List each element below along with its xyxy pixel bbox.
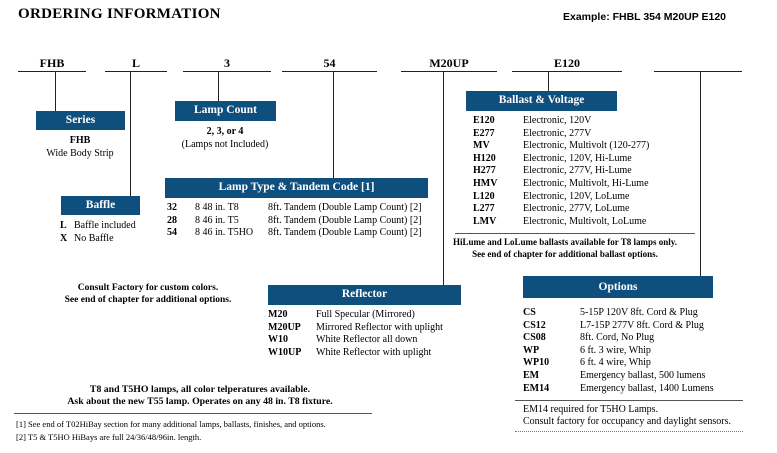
lamp-count-note: (Lamps not Included) <box>181 139 269 150</box>
ballast-divider <box>455 233 695 234</box>
ballast-code: L277 <box>473 203 495 215</box>
options-row <box>523 370 714 383</box>
lamp-type-code: 54 <box>167 227 177 239</box>
lamp-type-header: Lamp Type & Tandem Code [1] <box>165 178 428 198</box>
ballast-code: H120 <box>473 152 496 164</box>
connector-ballast <box>548 71 549 91</box>
ballast-code: L120 <box>473 190 495 202</box>
options-code: EM14 <box>523 382 550 394</box>
lamp-type-row <box>167 227 422 240</box>
ballast-code: H277 <box>473 165 496 177</box>
ballast-note-2: See end of chapter for additional ballast options. <box>472 249 658 259</box>
code-lamp-count: 3 <box>224 56 230 70</box>
ballast-code: HMV <box>473 177 498 189</box>
reflector-code: W10UP <box>268 346 302 358</box>
lamp-type-table <box>167 202 422 240</box>
connector-series <box>55 71 56 111</box>
baffle-desc: Baffle included <box>74 220 136 231</box>
options-bottom-rule <box>515 431 743 432</box>
lamp-type-row <box>167 202 422 215</box>
options-row <box>523 383 714 396</box>
ballast-row <box>473 165 649 178</box>
ballast-code: LMV <box>473 215 497 227</box>
underline-lamp-count <box>183 71 271 72</box>
options-desc: 6 ft. 4 wire, Whip <box>580 357 651 369</box>
lamp-type-row <box>167 215 422 228</box>
lamp-type-tandem: 8ft. Tandem (Double Lamp Count) [2] <box>268 202 422 213</box>
lamp-type-desc: 8 46 in. T5HO <box>195 227 254 239</box>
consult-colors-line-2: See end of chapter for additional options. <box>64 295 232 305</box>
options-row <box>523 332 714 345</box>
consult-colors-line-1: Consult Factory for custom colors. <box>77 283 219 293</box>
underline-ballast <box>512 71 622 72</box>
lamp-type-code: 32 <box>167 202 177 213</box>
reflector-desc: White Reflector all down <box>316 334 418 346</box>
reflector-desc: Mirrored Reflector with uplight <box>316 321 443 333</box>
underline-reflector <box>401 71 497 72</box>
reflector-row <box>268 334 443 347</box>
baffle-code: L <box>60 220 67 231</box>
baffle-desc: No Baffle <box>74 232 114 244</box>
reflector-code: W10 <box>268 334 288 346</box>
ballast-desc: Electronic, 120V, Hi-Lume <box>523 152 632 164</box>
lamps-note-line-1: T8 and T5HO lamps, all color telperatures available. <box>89 384 311 395</box>
reflector-code: M20UP <box>268 321 301 333</box>
ballast-row <box>473 191 649 204</box>
ballast-row <box>473 128 649 141</box>
connector-lamp-count <box>218 71 219 101</box>
options-row <box>523 345 714 358</box>
baffle-row <box>60 220 136 233</box>
options-divider <box>515 400 743 401</box>
reflector-row <box>268 309 443 322</box>
footnotes-divider <box>14 413 372 414</box>
ballast-desc: Electronic, 277V, LoLume <box>523 203 630 215</box>
options-note-1: EM14 required for T5HO Lamps. <box>523 404 659 415</box>
baffle-code: X <box>60 232 68 244</box>
baffle-header: Baffle <box>61 196 140 215</box>
series-desc: Wide Body Strip <box>46 148 114 159</box>
ballast-row <box>473 153 649 166</box>
code-series: FHB <box>39 56 65 70</box>
options-desc: 8ft. Cord, No Plug <box>580 332 655 344</box>
options-code: WP10 <box>523 357 550 369</box>
connector-options <box>700 71 701 276</box>
options-desc: Emergency ballast, 1400 Lumens <box>580 382 714 394</box>
underline-baffle <box>105 71 167 72</box>
options-desc: L7-15P 277V 8ft. Cord & Plug <box>580 319 704 331</box>
lamp-type-desc: 8 48 in. T8 <box>195 202 239 213</box>
reflector-row <box>268 347 443 360</box>
underline-options <box>654 71 742 72</box>
options-code: CS08 <box>523 332 546 344</box>
series-code: FHB <box>69 135 91 146</box>
options-table <box>523 307 714 395</box>
options-row <box>523 357 714 370</box>
reflector-row <box>268 322 443 335</box>
lamp-type-tandem: 8ft. Tandem (Double Lamp Count) [2] <box>268 214 422 226</box>
ballast-header: Ballast & Voltage <box>466 91 617 111</box>
options-code: EM <box>523 369 540 381</box>
lamp-type-tandem: 8ft. Tandem (Double Lamp Count) [2] <box>268 227 422 239</box>
ballast-row <box>473 216 649 229</box>
ballast-row <box>473 140 649 153</box>
ballast-code: E277 <box>473 127 495 139</box>
options-desc: 6 ft. 3 wire, Whip <box>580 344 651 356</box>
ballast-desc: Electronic, Multivolt (120-277) <box>523 140 650 152</box>
code-reflector: M20UP <box>429 56 469 70</box>
ballast-table <box>473 115 649 228</box>
ballast-desc: Electronic, 120V <box>523 115 592 126</box>
ballast-note-1: HiLume and LoLume ballasts available for T8 lamps only. <box>453 237 677 247</box>
ballast-row <box>473 115 649 128</box>
options-code: CS12 <box>523 319 546 331</box>
ballast-desc: Electronic, 277V <box>523 127 592 139</box>
options-desc: 5-15P 120V 8ft. Cord & Plug <box>580 307 698 318</box>
lamp-type-code: 28 <box>167 214 177 226</box>
ballast-desc: Electronic, Multivolt, LoLume <box>523 215 647 227</box>
options-code: CS <box>523 307 536 318</box>
options-row <box>523 307 714 320</box>
ballast-desc: Electronic, 277V, Hi-Lume <box>523 165 632 177</box>
reflector-header: Reflector <box>268 285 461 305</box>
baffle-row <box>60 233 136 246</box>
ballast-code: MV <box>473 140 490 152</box>
ballast-desc: Electronic, 120V, LoLume <box>523 190 630 202</box>
example-code: Example: FHBL 354 M20UP E120 <box>563 11 727 23</box>
baffle-table <box>60 220 136 245</box>
page-title: ORDERING INFORMATION <box>18 6 221 22</box>
reflector-code: M20 <box>268 309 288 320</box>
connector-lamp-type <box>333 71 334 178</box>
code-lamp-type: 54 <box>323 56 336 70</box>
lamp-count-values: 2, 3, or 4 <box>206 126 244 137</box>
reflector-desc: Full Specular (Mirrored) <box>316 309 415 320</box>
reflector-table <box>268 309 443 359</box>
ballast-code: E120 <box>473 115 495 126</box>
lamp-type-desc: 8 46 in. T5 <box>195 214 239 226</box>
footnote-2: [2] T5 & T5HO HiBays are full 24/36/48/96in. length. <box>16 432 202 442</box>
ballast-row <box>473 203 649 216</box>
options-row <box>523 320 714 333</box>
ballast-desc: Electronic, Multivolt, Hi-Lume <box>523 177 649 189</box>
code-ballast: E120 <box>553 56 580 70</box>
code-baffle: L <box>131 56 140 70</box>
lamps-note-line-2: Ask about the new T55 lamp. Operates on any 48 in. T8 fixture. <box>67 396 333 407</box>
connector-baffle <box>130 71 131 196</box>
reflector-desc: White Reflector with uplight <box>316 346 432 358</box>
lamp-count-header: Lamp Count <box>175 101 276 121</box>
options-code: WP <box>523 344 540 356</box>
options-header: Options <box>523 276 713 298</box>
series-header: Series <box>36 111 125 130</box>
underline-lamp-type <box>282 71 377 72</box>
underline-series <box>18 71 86 72</box>
options-note-2: Consult factory for occupancy and daylight sensors. <box>523 416 732 427</box>
ballast-row <box>473 178 649 191</box>
footnote-1: [1] See end of T02HiBay section for many additional lamps, ballasts, finishes, and options. <box>16 419 326 429</box>
options-desc: Emergency ballast, 500 lumens <box>580 369 706 381</box>
